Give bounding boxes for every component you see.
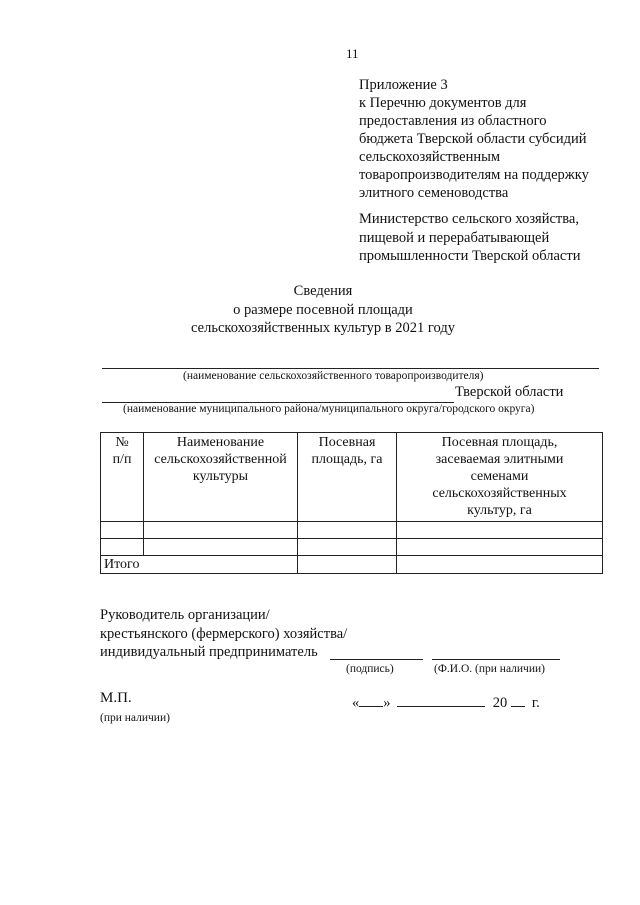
table-cell[interactable] <box>101 539 144 556</box>
addressee-line: промышленности Тверской области <box>359 248 581 264</box>
table-row <box>101 539 603 556</box>
stamp-label: М.П. <box>100 690 132 706</box>
signatory-block <box>100 606 347 662</box>
producer-name-line[interactable] <box>102 368 599 369</box>
header-sown-area: Посевная площадь, га <box>298 433 397 522</box>
document-title <box>0 282 640 338</box>
region-suffix: Тверской области <box>455 384 564 400</box>
producer-caption: (наименование сельскохозяйственного товаропроизводителя) <box>183 370 484 382</box>
table-cell[interactable] <box>101 522 144 539</box>
year-prefix: 20 <box>492 695 508 711</box>
date-open-quote: « <box>352 695 360 711</box>
total-label: Итого <box>101 556 298 574</box>
month-blank[interactable] <box>397 694 485 707</box>
date-field <box>352 694 540 712</box>
signatory-line: индивидуальный предприниматель <box>100 644 318 660</box>
table-header-row <box>101 433 603 522</box>
header-number: № п/п <box>101 433 144 522</box>
header-elite-seed-area: Посевная площадь, засеваемая элитными семенами сельскохозяйственных культур, га <box>397 433 603 522</box>
table-cell[interactable] <box>298 522 397 539</box>
full-name-line[interactable] <box>432 659 560 660</box>
table-cell[interactable] <box>298 539 397 556</box>
signature-caption: (подпись) <box>346 663 394 675</box>
appendix-line: бюджета Тверской области субсидий <box>359 131 587 147</box>
district-caption: (наименование муниципального района/муниципального округа/городского округа) <box>123 403 535 415</box>
appendix-line: товаропроизводителям на поддержку <box>359 167 589 183</box>
addressee-block <box>359 210 580 266</box>
date-close-quote: » <box>383 695 391 711</box>
table-cell[interactable] <box>298 556 397 574</box>
year-blank[interactable] <box>511 694 525 707</box>
sowing-area-table <box>100 432 603 574</box>
signature-line[interactable] <box>330 659 423 660</box>
addressee-line: пищевой и перерабатывающей <box>359 229 550 246</box>
year-suffix: г. <box>531 695 540 711</box>
appendix-line: Приложение 3 <box>359 77 448 93</box>
appendix-line: к Перечню документов для <box>359 95 527 111</box>
table-cell[interactable] <box>144 522 298 539</box>
table-cell[interactable] <box>144 539 298 556</box>
appendix-line: элитного семеноводства <box>359 185 509 201</box>
day-blank[interactable] <box>359 694 383 707</box>
appendix-line: сельскохозяйственным <box>359 149 501 165</box>
table-total-row <box>101 556 603 574</box>
stamp-note: (при наличии) <box>100 712 170 724</box>
header-crop-name: Наименование сельскохозяйственной культуры <box>144 433 298 522</box>
title-line: сельскохозяйственных культур в 2021 году <box>191 320 455 336</box>
title-line: о размере посевной площади <box>233 301 413 318</box>
signatory-line: Руководитель организации/ <box>100 607 270 623</box>
signatory-line: крестьянского (фермерского) хозяйства/ <box>100 625 348 642</box>
table-cell[interactable] <box>397 522 603 539</box>
table-row <box>101 522 603 539</box>
appendix-header <box>359 76 589 202</box>
table-cell[interactable] <box>397 539 603 556</box>
full-name-caption: (Ф.И.О. (при наличии) <box>434 663 545 675</box>
appendix-line: предоставления из областного <box>359 113 547 129</box>
title-line: Сведения <box>293 283 353 299</box>
page-number: 11 <box>346 46 359 61</box>
table-cell[interactable] <box>397 556 603 574</box>
addressee-line: Министерство сельского хозяйства, <box>359 211 579 227</box>
